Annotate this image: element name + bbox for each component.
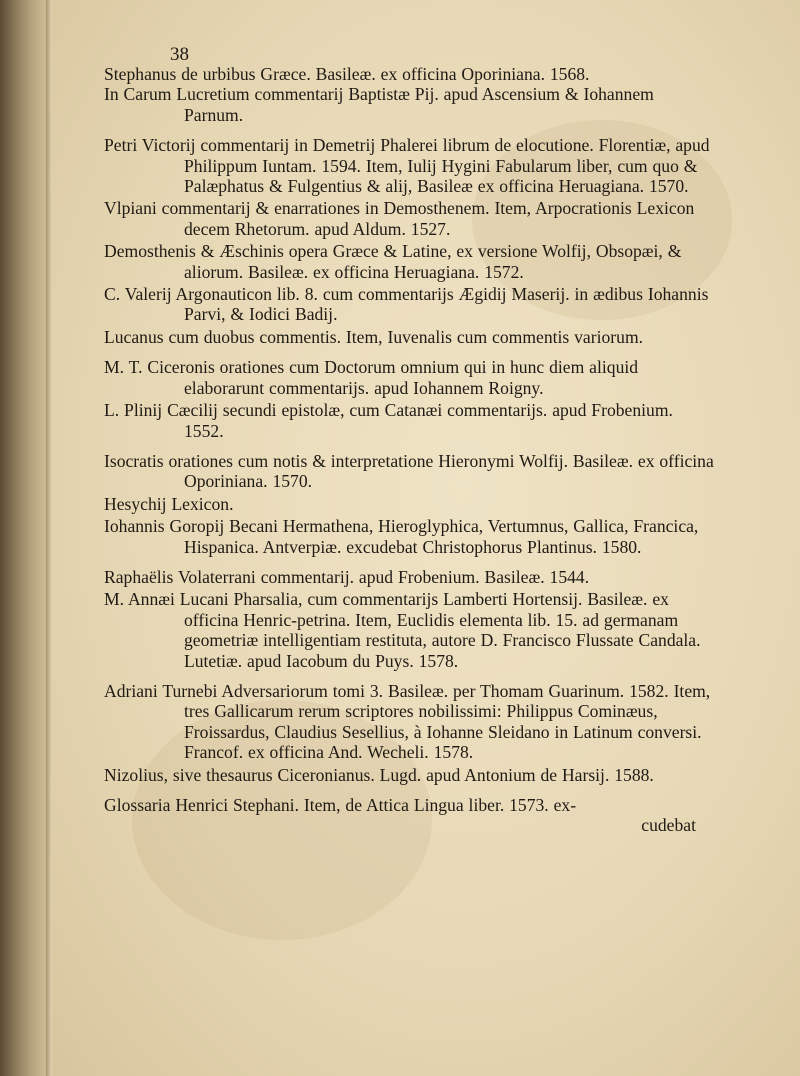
catalog-entry: Lucanus cum duobus commentis. Item, Iuvenalis cum commentis variorum. (104, 326, 644, 347)
catalog-entry: Nizolius, sive thesaurus Ciceronianus. Lugd. apud Antonium de Harsij. 1588. (104, 764, 654, 785)
catalog-entry: L. Plinij Cæcilij secundi epistolæ, cum Catanæi commentarijs. apud Frobenium. 1552. (104, 400, 673, 441)
catalog-entry: Petri Victorij commentarij in Demetrij Phalerei librum de elocutione. Florentiæ, apud Philippum Iuntam. 1594. Item, Iulij Hygini Fabularum liber, cum quo & Palæphatus & Fulgentius & alij, Basileæ ex officina Heruagiana. 1570. (104, 135, 710, 197)
catalog-entry: In Carum Lucretium commentarij Baptistæ Pij. apud Ascensium & Iohannem Parnum. (104, 84, 654, 125)
page-number: 38 (170, 44, 189, 65)
catalog-entry: M. Annæi Lucani Pharsalia, cum commentarijs Lamberti Hortensij. Basileæ. ex officina Henric-petrina. Item, Euclidis elementa lib. 15. ad germanam geometriæ intelligentiam restituta, autore D. Francisco Flussate Candala. Lutetiæ. apud Iacobum du Puys. 1578. (104, 589, 701, 671)
catalog-entry: Isocratis orationes cum notis & interpretatione Hieronymi Wolfij. Basileæ. ex officina Oporiniana. 1570. (104, 450, 714, 492)
catalog-entry: Stephanus de urbibus Græce. Basileæ. ex officina Oporiniana. 1568. (104, 64, 590, 84)
catalog-entry: Vlpiani commentarij & enarrationes in Demosthenem. Item, Arpocrationis Lexicon decem Rhetorum. apud Aldum. 1527. (104, 198, 695, 239)
catalog-entry: Demosthenis & Æschinis opera Græce & Latine, ex versione Wolfij, Obsopæi, & aliorum. Basileæ. ex officina Heruagiana. 1572. (104, 241, 682, 282)
catalog-entry: Iohannis Goropij Becani Hermathena, Hieroglyphica, Vertumnus, Gallica, Francica, Hispanica. Antverpiæ. excudebat Christophorus Plantinus. 1580. (104, 516, 699, 557)
catalog-entry: Glossaria Henrici Stephani. Item, de Attica Lingua liber. 1573. ex- (104, 795, 577, 815)
catalog-entry: Adriani Turnebi Adversariorum tomi 3. Basileæ. per Thomam Guarinum. 1582. Item, tres Gallicarum rerum scriptores nobilissimi: Philippus Cominæus, Froissardus, Claudius Sesellius, à Iohanne Sleidano in Latinum conversi. Francof. ex officina And. Wecheli. 1578. (104, 680, 711, 763)
book-binding (0, 0, 46, 1076)
catalog-entry: M. T. Ciceronis orationes cum Doctorum omnium qui in hunc diem aliquid elaborarunt commentarijs. apud Iohannem Roigny. (104, 357, 639, 398)
page-text (104, 44, 714, 836)
catalog-entry: Raphaëlis Volaterrani commentarij. apud Frobenium. Basileæ. 1544. (104, 566, 590, 587)
catalog-entry: C. Valerij Argonauticon lib. 8. cum commentarijs Ægidij Maserij. in ædibus Iohannis Parvi, & Iodici Badij. (104, 284, 709, 325)
catalog-entry: Hesychij Lexicon. (104, 493, 234, 514)
catchword: cudebat (641, 815, 696, 836)
